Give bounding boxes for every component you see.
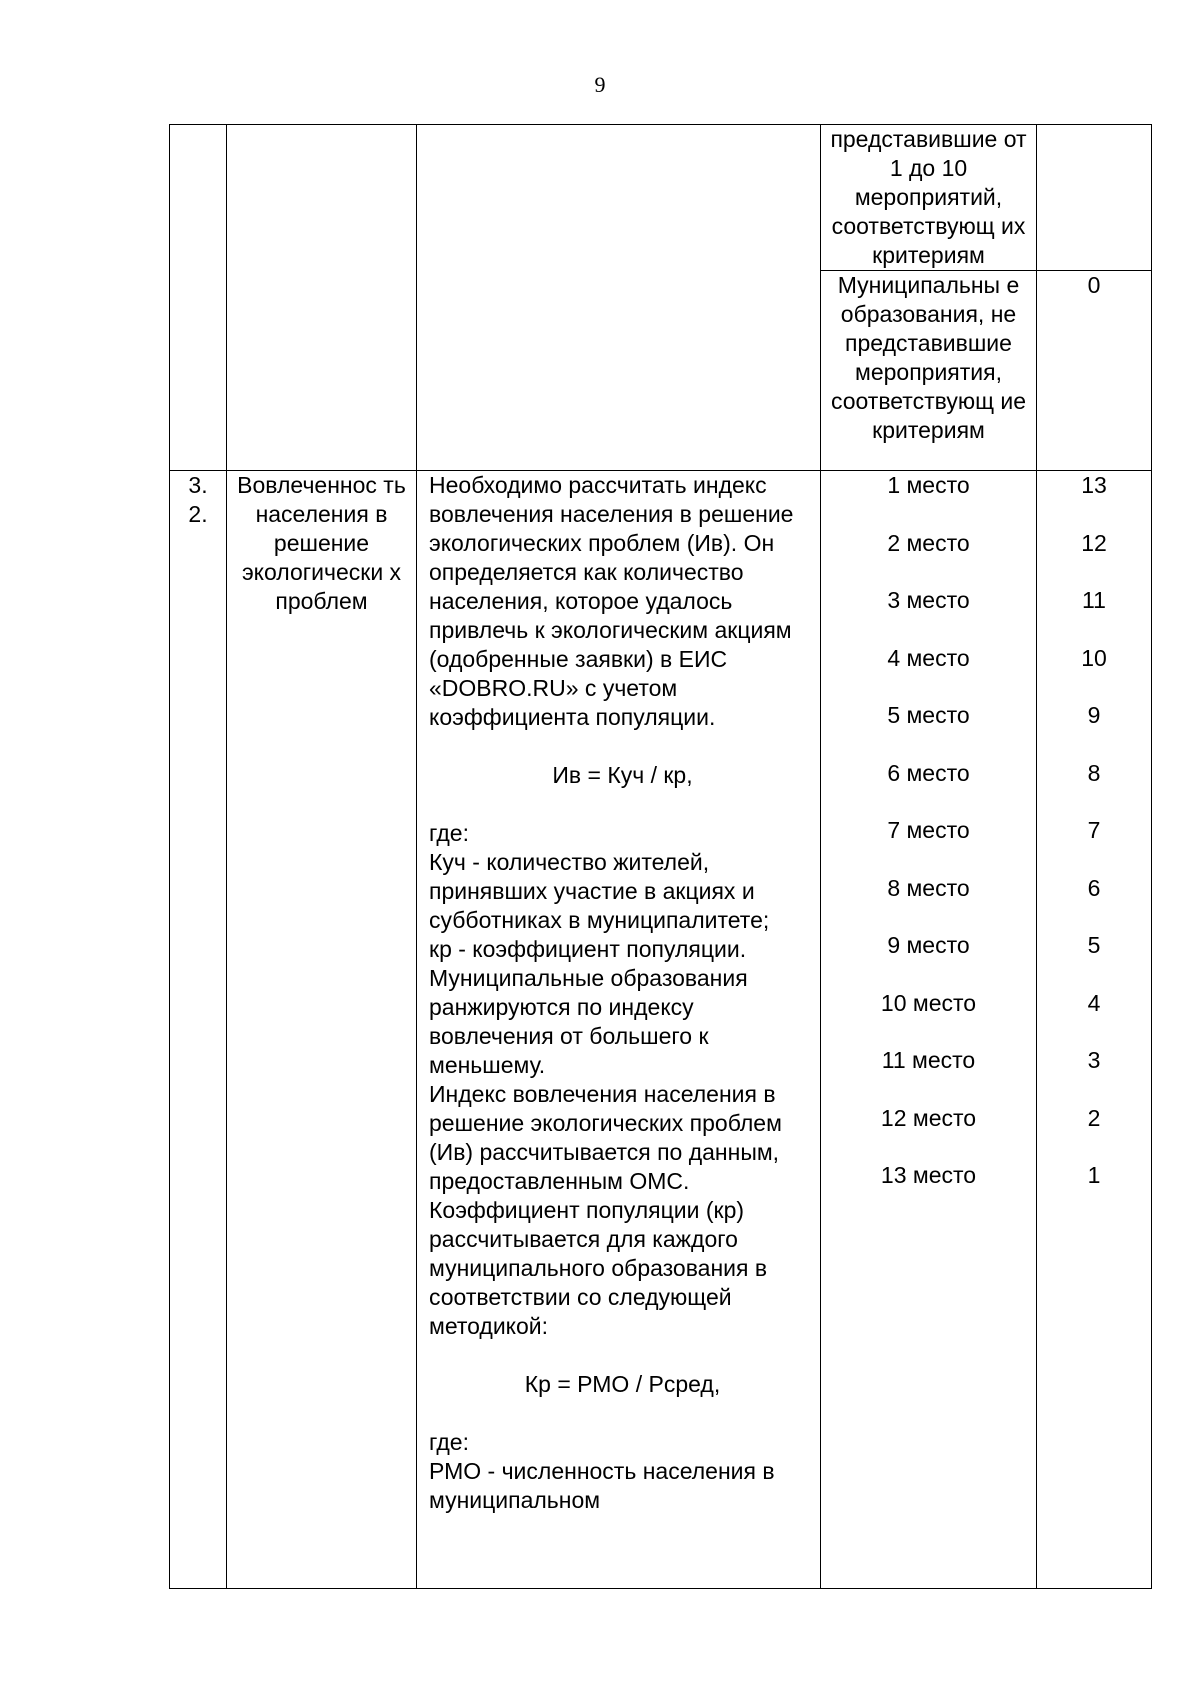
place-label: 7 место (887, 817, 970, 843)
place-label: 11 место (881, 1047, 976, 1073)
score-value: 11 (1082, 587, 1106, 613)
description-paragraph: Индекс вовлечения населения в решение экологических проблем (Ив) рассчитывается по данным, предоставленным ОМС. Коэффициент популяции (кр) рассчитывается для каждого муниципального образования в соответствии со следующей методикой: (429, 1081, 782, 1339)
table-row (170, 125, 1152, 271)
scores-cell (1037, 471, 1152, 1589)
score-cell (1037, 125, 1152, 271)
place-label: 10 место (880, 989, 977, 1016)
score-value: 13 (1081, 472, 1107, 498)
place-label: 4 место (887, 644, 970, 671)
score-value: 9 (1087, 702, 1101, 728)
formula: Ив = Куч / кр, (552, 762, 693, 788)
criteria-table (169, 124, 1152, 1589)
description-paragraph: Куч - количество жителей, принявших участие в акциях и субботниках в муниципалитете; (429, 849, 770, 933)
formula: Кр = РМО / Рсред, (524, 1371, 721, 1397)
score-value: 7 (1087, 817, 1101, 843)
score-value: 3 (1087, 1047, 1101, 1073)
score-value: 8 (1087, 759, 1101, 786)
score-value: 6 (1087, 874, 1101, 901)
score-value: 10 (1081, 644, 1107, 671)
row-number-cell: 3. 2. (170, 471, 227, 1589)
score-value: 12 (1081, 529, 1107, 556)
where-label: где: (429, 1429, 469, 1455)
place-label: 12 место (880, 1104, 977, 1131)
where-label: где: (429, 820, 469, 846)
score-value: 5 (1087, 932, 1101, 958)
place-label: 13 место (880, 1162, 977, 1188)
score-value: 4 (1087, 989, 1101, 1016)
score-value: 2 (1087, 1104, 1101, 1131)
empty-description-cell (417, 125, 821, 471)
criterion-cell: Муниципальны е образования, не представившие мероприятия, соответствующ ие критериям (821, 271, 1037, 471)
score-value: 1 (1087, 1162, 1101, 1188)
criterion-cell: представившие от 1 до 10 мероприятий, соответствующ их критериям (821, 125, 1037, 271)
score-cell: 0 (1037, 271, 1152, 471)
description-paragraph: Необходимо рассчитать индекс вовлечения населения в решение экологических проблем (Ив). Он определяется как количество населения, которое удалось привлечь к экологическим акциям (одобренные заявки) в ЕИС «DOBRO.RU» с учетом коэффициента популяции. (429, 472, 794, 730)
place-label: 1 место (887, 472, 970, 498)
places-cell (821, 471, 1037, 1589)
description-paragraph: РМО - численность населения в муниципальном (429, 1458, 775, 1513)
place-label: 6 место (887, 759, 970, 786)
place-label: 8 место (887, 874, 970, 901)
place-label: 5 место (887, 702, 970, 728)
description-cell (417, 471, 821, 1589)
place-label: 2 место (887, 529, 970, 556)
empty-indicator-cell (227, 125, 417, 471)
place-label: 3 место (887, 587, 970, 613)
table-row (170, 471, 1152, 1589)
description-paragraph: кр - коэффициент популяции. (429, 936, 747, 962)
empty-number-cell (170, 125, 227, 471)
place-label: 9 место (887, 932, 970, 958)
page-number: 9 (594, 72, 606, 97)
description-paragraph: Муниципальные образования ранжируются по индексу вовлечения от большего к меньшему. (429, 965, 748, 1078)
indicator-cell: Вовлеченнос ть населения в решение экологически х проблем (227, 471, 417, 1589)
